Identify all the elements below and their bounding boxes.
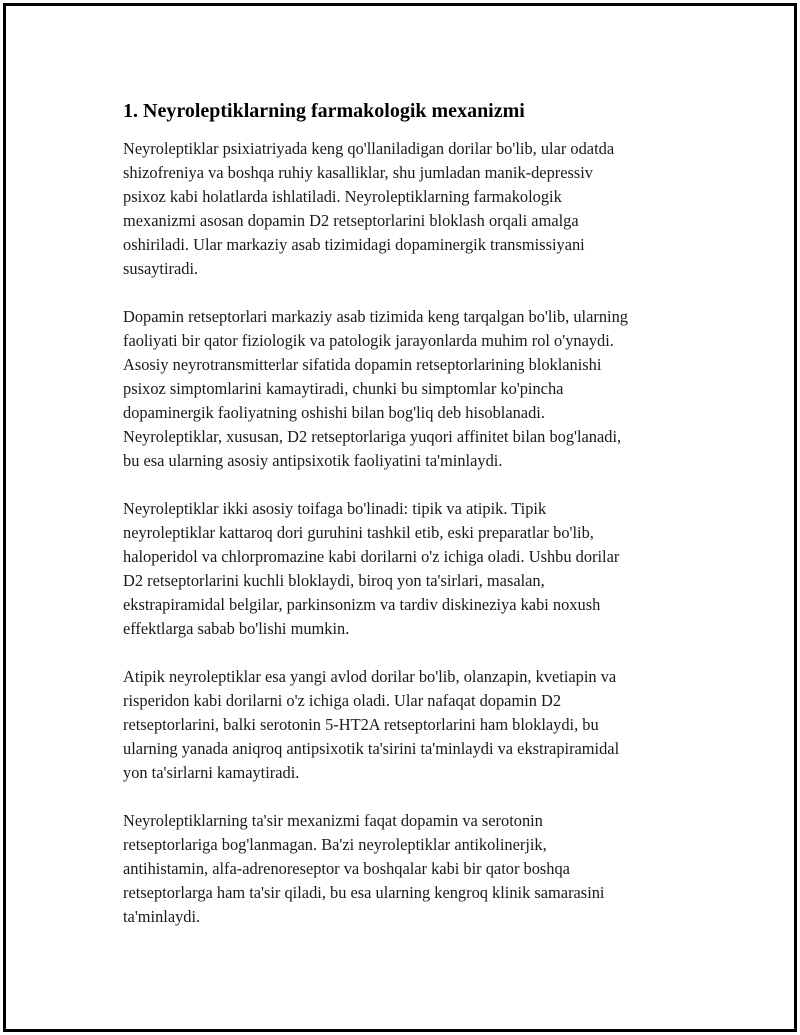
page-frame [3, 3, 797, 1032]
paragraph-4: Atipik neyroleptiklar esa yangi avlod dorilar bo'lib, olanzapin, kvetiapin va risperidon kabi dorilarni o'z ichiga oladi. Ular nafaqat dopamin D2 retseptorlarini, balki serotonin 5-HT2A retseptorlarini ham bloklaydi, bu ularning yanada aniqroq antipsixotik ta'sirini ta'minlaydi va ekstrapiramidal yon ta'sirlarni kamaytiradi. [123, 667, 620, 782]
paragraph-1: Neyroleptiklar psixiatriyada keng qo'llaniladigan dorilar bo'lib, ular odatda shizofreniya va boshqa ruhiy kasalliklar, shu jumladan manik-depressiv psixoz kabi holatlarda ishlatiladi. Neyroleptiklarning farmakologik mexanizmi asosan dopamin D2 retseptorlarini bloklash orqali amalga oshiriladi. Ular markaziy asab tizimidagi dopaminergik transmissiyani susaytiradi. [123, 139, 615, 278]
document-body [123, 98, 697, 953]
paragraph-5: Neyroleptiklarning ta'sir mexanizmi faqat dopamin va serotonin retseptorlariga bog'lanmagan. Ba'zi neyroleptiklar antikolinerjik, antihistamin, alfa-adrenoreseptor va boshqalar kabi bir qator boshqa retseptorlarga ham ta'sir qiladi, bu esa ularning kengroq klinik samarasini ta'minlaydi. [123, 811, 605, 926]
paragraph-3: Neyroleptiklar ikki asosiy toifaga bo'linadi: tipik va atipik. Tipik neyroleptiklar kattaroq dori guruhini tashkil etib, eski preparatlar bo'lib, haloperidol va chlorpromazine kabi dorilarni o'z ichiga oladi. Ushbu dorilar D2 retseptorlarini kuchli bloklaydi, biroq yon ta'sirlari, masalan, ekstrapiramidal belgilar, parkinsonizm va tardiv diskineziya kabi noxush effektlarga sabab bo'lishi mumkin. [123, 499, 620, 638]
paragraph-2: Dopamin retseptorlari markaziy asab tizimida keng tarqalgan bo'lib, ularning faoliyati bir qator fiziologik va patologik jarayonlarda muhim rol o'ynaydi. Asosiy neyrotransmitterlar sifatida dopamin retseptorlarining bloklanishi psixoz simptomlarini kamaytiradi, chunki bu simptomlar ko'pincha dopaminergik faoliyatning oshishi bilan bog'liq deb hisoblanadi. Neyroleptiklar, xususan, D2 retseptorlariga yuqori affinitet bilan bog'lanadi, bu esa ularning asosiy antipsixotik faoliyatini ta'minlaydi. [123, 307, 628, 470]
section-heading: 1. Neyroleptiklarning farmakologik mexanizmi [123, 100, 525, 122]
